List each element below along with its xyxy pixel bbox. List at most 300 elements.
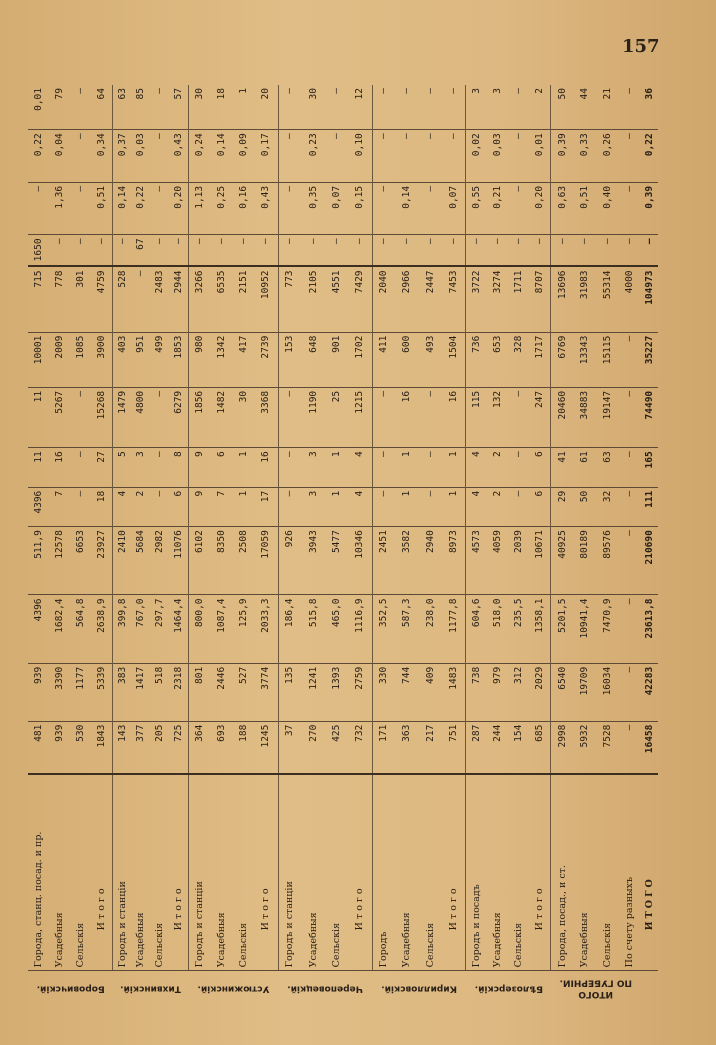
table-cell: 13343 bbox=[574, 332, 596, 387]
table-cell: 2 bbox=[132, 487, 151, 526]
table-cell: — bbox=[508, 130, 529, 183]
table-cell: — bbox=[278, 448, 302, 487]
table-cell: 2759 bbox=[348, 663, 372, 721]
table-row bbox=[211, 85, 233, 1005]
table-cell: 4 bbox=[113, 487, 132, 526]
table-cell: 801 bbox=[189, 663, 212, 721]
table-cell: 111 bbox=[641, 487, 658, 526]
table-cell: 1,36 bbox=[49, 182, 70, 235]
table-cell: 1177,8 bbox=[442, 595, 466, 663]
table-cell: 939 bbox=[49, 721, 70, 774]
table-cell: 493 bbox=[419, 332, 442, 387]
table-cell: 4 bbox=[348, 487, 372, 526]
table-cell: 979 bbox=[488, 663, 509, 721]
table-cell: 409 bbox=[419, 663, 442, 721]
table-cell: 901 bbox=[325, 332, 348, 387]
table-cell: 1417 bbox=[132, 663, 151, 721]
district-name: Череповецкій. bbox=[278, 971, 372, 1005]
table-cell: 6 bbox=[169, 487, 188, 526]
table-cell: 0,02 bbox=[466, 130, 488, 183]
table-row bbox=[551, 85, 574, 1005]
table-row bbox=[278, 85, 302, 1005]
table-cell: 3 bbox=[466, 85, 488, 130]
table-cell: 3900 bbox=[91, 332, 113, 387]
table-cell: 1 bbox=[325, 448, 348, 487]
table-cell: 17 bbox=[255, 487, 278, 526]
table-cell: — bbox=[372, 85, 396, 130]
table-cell: 564,8 bbox=[70, 595, 91, 663]
table-cell: 188 bbox=[233, 721, 255, 774]
table-cell: 247 bbox=[529, 387, 551, 447]
table-cell: 2447 bbox=[419, 266, 442, 332]
table-cell: 4 bbox=[348, 448, 372, 487]
table-row bbox=[189, 85, 212, 1005]
row-label: Сельскія bbox=[596, 774, 618, 971]
table-cell: 0,35 bbox=[302, 182, 325, 235]
table-cell: 0,51 bbox=[91, 182, 113, 235]
table-cell: — bbox=[619, 527, 641, 595]
table-cell: 0,21 bbox=[488, 182, 509, 235]
table-cell: 481 bbox=[28, 721, 49, 774]
table-cell: 0,25 bbox=[211, 182, 233, 235]
district-name: Устюжинскій. bbox=[189, 971, 278, 1005]
table-cell: 1 bbox=[396, 487, 419, 526]
table-cell: — bbox=[419, 130, 442, 183]
table-cell: 21 bbox=[596, 85, 618, 130]
table-cell: — bbox=[278, 235, 302, 267]
table-row bbox=[49, 85, 70, 1005]
table-cell: 417 bbox=[233, 332, 255, 387]
totals-spacer bbox=[641, 971, 658, 1005]
table-cell: 0,22 bbox=[132, 182, 151, 235]
table-cell: 0,10 bbox=[348, 130, 372, 183]
table-cell: — bbox=[619, 182, 641, 235]
table-cell: 3582 bbox=[396, 527, 419, 595]
table-cell: 6102 bbox=[189, 527, 212, 595]
table-cell: — bbox=[619, 487, 641, 526]
table-cell: 527 bbox=[233, 663, 255, 721]
table-row bbox=[488, 85, 509, 1005]
table-row bbox=[596, 85, 618, 1005]
table-cell: — bbox=[508, 182, 529, 235]
row-label: Города, посад., и ст. bbox=[551, 774, 574, 971]
table-cell: 1190 bbox=[302, 387, 325, 447]
table-cell: 648 bbox=[302, 332, 325, 387]
table-cell: 732 bbox=[348, 721, 372, 774]
table-cell: 143 bbox=[113, 721, 132, 774]
table-cell: 31983 bbox=[574, 266, 596, 332]
row-label: Усадебныя bbox=[211, 774, 233, 971]
table-cell: 0,37 bbox=[113, 130, 132, 183]
table-cell: 1 bbox=[233, 487, 255, 526]
table-cell: 16 bbox=[255, 448, 278, 487]
table-row bbox=[348, 85, 372, 1005]
table-cell: 3722 bbox=[466, 266, 488, 332]
table-cell: 685 bbox=[529, 721, 551, 774]
row-label: Города, станц. посад. и пр. bbox=[28, 774, 49, 971]
table-cell: 6 bbox=[529, 487, 551, 526]
table-row bbox=[169, 85, 188, 1005]
table-cell: 2998 bbox=[551, 721, 574, 774]
table-cell: 465,0 bbox=[325, 595, 348, 663]
table-cell: 11 bbox=[28, 448, 49, 487]
table-cell: 2040 bbox=[372, 266, 396, 332]
table-cell: 751 bbox=[442, 721, 466, 774]
table-cell: 2940 bbox=[419, 527, 442, 595]
table-cell: 20 bbox=[255, 85, 278, 130]
table-cell: — bbox=[619, 235, 641, 267]
table-cell: 4000 bbox=[619, 266, 641, 332]
table-cell: 511,9 bbox=[28, 527, 49, 595]
table-row bbox=[619, 85, 641, 1005]
table-cell: — bbox=[348, 235, 372, 267]
table-cell: 79 bbox=[49, 85, 70, 130]
table-cell: 6540 bbox=[551, 663, 574, 721]
table-cell: — bbox=[113, 235, 132, 267]
table-cell: 7429 bbox=[348, 266, 372, 332]
table-cell: 2033,3 bbox=[255, 595, 278, 663]
table-cell: 6535 bbox=[211, 266, 233, 332]
table-cell: 4573 bbox=[466, 527, 488, 595]
table-cell: — bbox=[508, 448, 529, 487]
table-cell: 238,0 bbox=[419, 595, 442, 663]
table-cell: — bbox=[302, 235, 325, 267]
table-cell: 11076 bbox=[169, 527, 188, 595]
table-cell: 1650 bbox=[28, 235, 49, 267]
table-cell: 5932 bbox=[574, 721, 596, 774]
table-cell: 5684 bbox=[132, 527, 151, 595]
totals-label-itogo: ИТОГО bbox=[578, 988, 614, 999]
table-cell: 0,16 bbox=[233, 182, 255, 235]
table-cell: 35227 bbox=[641, 332, 658, 387]
table-cell: 1,13 bbox=[189, 182, 212, 235]
table-cell: 13696 bbox=[551, 266, 574, 332]
table-cell: 217 bbox=[419, 721, 442, 774]
table-cell: 1085 bbox=[70, 332, 91, 387]
table-cell: — bbox=[596, 235, 618, 267]
table-cell: 8973 bbox=[442, 527, 466, 595]
table-cell: 27 bbox=[91, 448, 113, 487]
table-cell: — bbox=[551, 235, 574, 267]
table-cell: 132 bbox=[488, 387, 509, 447]
table-cell: 3 bbox=[488, 85, 509, 130]
table-cell: 2944 bbox=[169, 266, 188, 332]
table-row bbox=[28, 85, 49, 1005]
table-cell: 55314 bbox=[596, 266, 618, 332]
row-label: Усадебныя bbox=[132, 774, 151, 971]
table-cell: 19147 bbox=[596, 387, 618, 447]
table-cell: — bbox=[70, 130, 91, 183]
table-cell: 0,63 bbox=[551, 182, 574, 235]
table-cell: 0,43 bbox=[169, 130, 188, 183]
row-label: Городъ и станціи bbox=[189, 774, 212, 971]
table-cell: 778 bbox=[49, 266, 70, 332]
table-cell: 165 bbox=[641, 448, 658, 487]
table-cell: — bbox=[49, 235, 70, 267]
table-cell: — bbox=[372, 487, 396, 526]
table-cell: — bbox=[508, 487, 529, 526]
table-cell: 15115 bbox=[596, 332, 618, 387]
table-cell: — bbox=[419, 235, 442, 267]
table-cell: 6653 bbox=[70, 527, 91, 595]
table-cell: 499 bbox=[151, 332, 170, 387]
row-label: Сельскія bbox=[325, 774, 348, 971]
table-cell: — bbox=[278, 182, 302, 235]
table-cell: — bbox=[442, 85, 466, 130]
row-label: Итого bbox=[169, 774, 188, 971]
table-cell: 1682,4 bbox=[49, 595, 70, 663]
table-row bbox=[132, 85, 151, 1005]
table-cell: — bbox=[508, 387, 529, 447]
table-cell: 1177 bbox=[70, 663, 91, 721]
table-cell: — bbox=[419, 448, 442, 487]
table-cell: — bbox=[211, 235, 233, 267]
table-cell: — bbox=[419, 85, 442, 130]
district-name: Боровичскій. bbox=[28, 971, 113, 1005]
table-cell: 30 bbox=[189, 85, 212, 130]
table-cell: 30 bbox=[233, 387, 255, 447]
table-cell: 1 bbox=[233, 448, 255, 487]
table-cell: 0,07 bbox=[325, 182, 348, 235]
table-cell: 10001 bbox=[28, 332, 49, 387]
row-label: Сельскія bbox=[70, 774, 91, 971]
table-cell: 297,7 bbox=[151, 595, 170, 663]
row-label: Сельскія bbox=[233, 774, 255, 971]
table-cell: 6 bbox=[211, 448, 233, 487]
table-cell: 6 bbox=[529, 448, 551, 487]
table-cell: — bbox=[619, 387, 641, 447]
table-cell: 653 bbox=[488, 332, 509, 387]
table-cell: 1 bbox=[442, 487, 466, 526]
table-cell: 1 bbox=[396, 448, 419, 487]
table-cell: 6279 bbox=[169, 387, 188, 447]
table-cell: 3774 bbox=[255, 663, 278, 721]
table-row bbox=[70, 85, 91, 1005]
row-label: Усадебныя bbox=[396, 774, 419, 971]
table-cell: — bbox=[151, 448, 170, 487]
table-cell: 10671 bbox=[529, 527, 551, 595]
table-cell: — bbox=[641, 235, 658, 267]
table-cell: 23927 bbox=[91, 527, 113, 595]
table-row bbox=[442, 85, 466, 1005]
table-cell: 767,0 bbox=[132, 595, 151, 663]
table-cell: 980 bbox=[189, 332, 212, 387]
table-cell: 926 bbox=[278, 527, 302, 595]
table-cell: 0,14 bbox=[211, 130, 233, 183]
table-cell: — bbox=[151, 235, 170, 267]
table-row bbox=[325, 85, 348, 1005]
table-cell: 19709 bbox=[574, 663, 596, 721]
table-cell: 0,22 bbox=[641, 130, 658, 183]
table-row bbox=[641, 85, 658, 1005]
table-cell: 0,43 bbox=[255, 182, 278, 235]
table-cell: — bbox=[619, 595, 641, 663]
table-cell: — bbox=[151, 487, 170, 526]
table-cell: 50 bbox=[551, 85, 574, 130]
table-cell: 377 bbox=[132, 721, 151, 774]
table-cell: 40925 bbox=[551, 527, 574, 595]
table-row bbox=[419, 85, 442, 1005]
table-cell: 4059 bbox=[488, 527, 509, 595]
row-label: Городъ и посадъ bbox=[466, 774, 488, 971]
table-cell: — bbox=[91, 235, 113, 267]
district-name: Кирилловскій. bbox=[372, 971, 466, 1005]
table-row bbox=[372, 85, 396, 1005]
table-cell: — bbox=[325, 130, 348, 183]
table-cell: — bbox=[70, 448, 91, 487]
table-cell: 16 bbox=[396, 387, 419, 447]
table-cell: 3943 bbox=[302, 527, 325, 595]
table-cell: 8707 bbox=[529, 266, 551, 332]
table-cell: 50 bbox=[574, 487, 596, 526]
table-cell: 1342 bbox=[211, 332, 233, 387]
table-cell: 1087,4 bbox=[211, 595, 233, 663]
table-cell: 1 bbox=[325, 487, 348, 526]
table-cell: — bbox=[70, 487, 91, 526]
row-label: Итого bbox=[348, 774, 372, 971]
table-cell: 693 bbox=[211, 721, 233, 774]
table-cell: 0,22 bbox=[28, 130, 49, 183]
table-cell: 41 bbox=[551, 448, 574, 487]
table-cell: 0,14 bbox=[113, 182, 132, 235]
table-cell: 0,24 bbox=[189, 130, 212, 183]
table-cell: 518 bbox=[151, 663, 170, 721]
table-row bbox=[508, 85, 529, 1005]
table-cell: 29 bbox=[551, 487, 574, 526]
table-cell: 0,40 bbox=[596, 182, 618, 235]
table-cell: — bbox=[28, 182, 49, 235]
table-cell: 37 bbox=[278, 721, 302, 774]
table-cell: 0,14 bbox=[396, 182, 419, 235]
table-cell: 0,39 bbox=[641, 182, 658, 235]
statistical-table-rotated bbox=[28, 85, 658, 1005]
table-cell: — bbox=[70, 387, 91, 447]
table-cell: 1711 bbox=[508, 266, 529, 332]
table-cell: 18 bbox=[211, 85, 233, 130]
table-cell: 0,34 bbox=[91, 130, 113, 183]
table-cell: — bbox=[70, 182, 91, 235]
table-cell: 2446 bbox=[211, 663, 233, 721]
table-cell: — bbox=[70, 85, 91, 130]
table-cell: 17059 bbox=[255, 527, 278, 595]
row-label: Итого bbox=[255, 774, 278, 971]
table-cell: 0,01 bbox=[28, 85, 49, 130]
table-cell: 4 bbox=[466, 448, 488, 487]
table-cell: — bbox=[151, 130, 170, 183]
table-cell: 135 bbox=[278, 663, 302, 721]
table-row bbox=[91, 85, 113, 1005]
table-cell: — bbox=[396, 235, 419, 267]
table-cell: 20460 bbox=[551, 387, 574, 447]
table-cell: 4 bbox=[466, 487, 488, 526]
table-cell: — bbox=[619, 663, 641, 721]
table-cell: 0,01 bbox=[529, 130, 551, 183]
table-cell: — bbox=[529, 235, 551, 267]
table-cell: — bbox=[278, 85, 302, 130]
table-cell: 530 bbox=[70, 721, 91, 774]
table-cell: 2 bbox=[529, 85, 551, 130]
table-row bbox=[233, 85, 255, 1005]
table-cell: 32 bbox=[596, 487, 618, 526]
table-cell: 10346 bbox=[348, 527, 372, 595]
table-cell: 1241 bbox=[302, 663, 325, 721]
table-row bbox=[466, 85, 488, 1005]
row-label: Городъ и станціи bbox=[278, 774, 302, 971]
table-cell: 0,04 bbox=[49, 130, 70, 183]
table-cell: 1215 bbox=[348, 387, 372, 447]
table-cell: — bbox=[419, 487, 442, 526]
table-cell: 604,6 bbox=[466, 595, 488, 663]
table-cell: 235,5 bbox=[508, 595, 529, 663]
table-cell: 25 bbox=[325, 387, 348, 447]
row-label: Усадебныя bbox=[488, 774, 509, 971]
table-cell: 3368 bbox=[255, 387, 278, 447]
table-cell: — bbox=[574, 235, 596, 267]
table-row bbox=[396, 85, 419, 1005]
table-cell: — bbox=[372, 387, 396, 447]
table-cell: 3274 bbox=[488, 266, 509, 332]
table-cell: 1504 bbox=[442, 332, 466, 387]
table-cell: 36 bbox=[641, 85, 658, 130]
table-cell: 4759 bbox=[91, 266, 113, 332]
table-cell: 725 bbox=[169, 721, 188, 774]
table-cell: 0,17 bbox=[255, 130, 278, 183]
table-cell: 1464,4 bbox=[169, 595, 188, 663]
table-cell: 5339 bbox=[91, 663, 113, 721]
table-cell: 16458 bbox=[641, 721, 658, 774]
table-cell: 10941,4 bbox=[574, 595, 596, 663]
district-name: Тихвинскій. bbox=[113, 971, 189, 1005]
table-cell: 715 bbox=[28, 266, 49, 332]
table-cell: 3266 bbox=[189, 266, 212, 332]
table-cell: 1843 bbox=[91, 721, 113, 774]
table-cell: 186,4 bbox=[278, 595, 302, 663]
table-cell: 18 bbox=[91, 487, 113, 526]
table-cell: — bbox=[619, 448, 641, 487]
table-cell: 4396 bbox=[28, 595, 49, 663]
table-cell: — bbox=[442, 235, 466, 267]
table-cell: 1 bbox=[442, 448, 466, 487]
table-cell: 0,09 bbox=[233, 130, 255, 183]
table-cell: 7453 bbox=[442, 266, 466, 332]
table-cell: 0,07 bbox=[442, 182, 466, 235]
totals-label-gubernii: ПО ГУБЕРНІИ. bbox=[559, 977, 633, 988]
table-cell: — bbox=[169, 235, 188, 267]
table-row bbox=[302, 85, 325, 1005]
table-cell: — bbox=[151, 387, 170, 447]
table-cell: 403 bbox=[113, 332, 132, 387]
row-label: Городъ и станціи bbox=[113, 774, 132, 971]
table-cell: 11 bbox=[28, 387, 49, 447]
table-cell: 5477 bbox=[325, 527, 348, 595]
table-cell: — bbox=[419, 387, 442, 447]
table-cell: — bbox=[372, 448, 396, 487]
table-cell: 115 bbox=[466, 387, 488, 447]
table-cell: 2318 bbox=[169, 663, 188, 721]
table-cell: — bbox=[151, 85, 170, 130]
table-cell: — bbox=[419, 182, 442, 235]
table-cell: 0,15 bbox=[348, 182, 372, 235]
table-cell: 171 bbox=[372, 721, 396, 774]
table-cell: — bbox=[619, 130, 641, 183]
table-cell: 0,39 bbox=[551, 130, 574, 183]
table-cell: — bbox=[278, 387, 302, 447]
table-cell: 2982 bbox=[151, 527, 170, 595]
table-cell: 939 bbox=[28, 663, 49, 721]
table-cell: — bbox=[619, 721, 641, 774]
table-row bbox=[529, 85, 551, 1005]
table-cell: 4551 bbox=[325, 266, 348, 332]
